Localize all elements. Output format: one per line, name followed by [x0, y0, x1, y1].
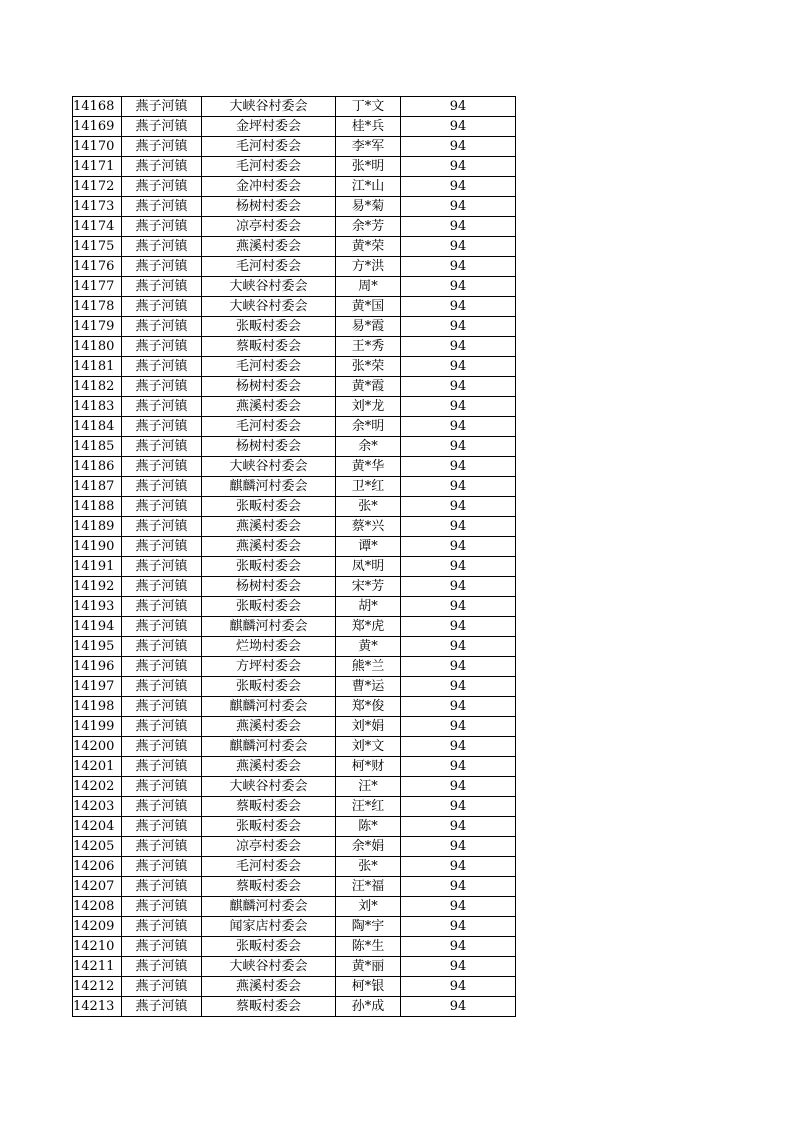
row-number-cell: 14168	[73, 97, 122, 117]
score-cell: 94	[401, 877, 516, 897]
score-cell: 94	[401, 97, 516, 117]
town-cell: 燕子河镇	[122, 517, 202, 537]
village-cell: 大峡谷村委会	[202, 97, 336, 117]
village-cell: 凉亭村委会	[202, 217, 336, 237]
town-cell: 燕子河镇	[122, 217, 202, 237]
row-number-cell: 14178	[73, 297, 122, 317]
village-cell: 闻家店村委会	[202, 917, 336, 937]
person-name-cell: 孙*成	[336, 997, 401, 1017]
row-number-cell: 14185	[73, 437, 122, 457]
table-row	[73, 597, 516, 617]
table-row	[73, 117, 516, 137]
table-row	[73, 937, 516, 957]
row-number-cell: 14204	[73, 817, 122, 837]
table-row	[73, 257, 516, 277]
town-cell: 燕子河镇	[122, 557, 202, 577]
row-number-cell: 14206	[73, 857, 122, 877]
village-cell: 麒麟河村委会	[202, 697, 336, 717]
town-cell: 燕子河镇	[122, 177, 202, 197]
row-number-cell: 14177	[73, 277, 122, 297]
row-number-cell: 14203	[73, 797, 122, 817]
score-cell: 94	[401, 137, 516, 157]
village-cell: 大峡谷村委会	[202, 297, 336, 317]
table-row	[73, 197, 516, 217]
row-number-cell: 14180	[73, 337, 122, 357]
village-cell: 毛河村委会	[202, 417, 336, 437]
score-cell: 94	[401, 757, 516, 777]
table-row	[73, 237, 516, 257]
person-name-cell: 刘*龙	[336, 397, 401, 417]
score-cell: 94	[401, 477, 516, 497]
score-cell: 94	[401, 677, 516, 697]
score-cell: 94	[401, 357, 516, 377]
village-cell: 杨树村委会	[202, 377, 336, 397]
person-name-cell: 李*军	[336, 137, 401, 157]
row-number-cell: 14184	[73, 417, 122, 437]
row-number-cell: 14193	[73, 597, 122, 617]
score-cell: 94	[401, 497, 516, 517]
village-cell: 麒麟河村委会	[202, 737, 336, 757]
table-row	[73, 817, 516, 837]
roster-body	[73, 97, 516, 1017]
town-cell: 燕子河镇	[122, 717, 202, 737]
village-cell: 杨树村委会	[202, 437, 336, 457]
village-cell: 大峡谷村委会	[202, 777, 336, 797]
village-cell: 张畈村委会	[202, 677, 336, 697]
table-row	[73, 957, 516, 977]
score-cell: 94	[401, 277, 516, 297]
village-cell: 张畈村委会	[202, 317, 336, 337]
person-name-cell: 丁*文	[336, 97, 401, 117]
village-cell: 燕溪村委会	[202, 397, 336, 417]
score-cell: 94	[401, 857, 516, 877]
row-number-cell: 14183	[73, 397, 122, 417]
village-cell: 燕溪村委会	[202, 977, 336, 997]
town-cell: 燕子河镇	[122, 157, 202, 177]
table-row	[73, 97, 516, 117]
table-row	[73, 977, 516, 997]
village-cell: 大峡谷村委会	[202, 277, 336, 297]
score-cell: 94	[401, 257, 516, 277]
table-row	[73, 417, 516, 437]
person-name-cell: 余*明	[336, 417, 401, 437]
score-cell: 94	[401, 337, 516, 357]
score-cell: 94	[401, 377, 516, 397]
village-cell: 蔡畈村委会	[202, 797, 336, 817]
town-cell: 燕子河镇	[122, 357, 202, 377]
table-row	[73, 157, 516, 177]
town-cell: 燕子河镇	[122, 117, 202, 137]
table-row	[73, 457, 516, 477]
person-name-cell: 熊*兰	[336, 657, 401, 677]
score-cell: 94	[401, 617, 516, 637]
person-name-cell: 凤*明	[336, 557, 401, 577]
row-number-cell: 14212	[73, 977, 122, 997]
village-cell: 毛河村委会	[202, 157, 336, 177]
score-cell: 94	[401, 517, 516, 537]
village-cell: 毛河村委会	[202, 257, 336, 277]
person-name-cell: 黄*国	[336, 297, 401, 317]
score-cell: 94	[401, 777, 516, 797]
person-name-cell: 方*洪	[336, 257, 401, 277]
town-cell: 燕子河镇	[122, 817, 202, 837]
village-cell: 张畈村委会	[202, 937, 336, 957]
score-cell: 94	[401, 977, 516, 997]
person-name-cell: 郑*虎	[336, 617, 401, 637]
table-row	[73, 377, 516, 397]
village-cell: 麒麟河村委会	[202, 617, 336, 637]
town-cell: 燕子河镇	[122, 137, 202, 157]
town-cell: 燕子河镇	[122, 797, 202, 817]
score-cell: 94	[401, 117, 516, 137]
person-name-cell: 汪*红	[336, 797, 401, 817]
person-name-cell: 黄*荣	[336, 237, 401, 257]
village-cell: 金坪村委会	[202, 117, 336, 137]
person-name-cell: 刘*	[336, 897, 401, 917]
table-row	[73, 917, 516, 937]
table-row	[73, 797, 516, 817]
score-cell: 94	[401, 637, 516, 657]
row-number-cell: 14190	[73, 537, 122, 557]
person-name-cell: 蔡*兴	[336, 517, 401, 537]
person-name-cell: 卫*红	[336, 477, 401, 497]
score-cell: 94	[401, 237, 516, 257]
table-row	[73, 357, 516, 377]
row-number-cell: 14175	[73, 237, 122, 257]
person-name-cell: 江*山	[336, 177, 401, 197]
row-number-cell: 14173	[73, 197, 122, 217]
score-cell: 94	[401, 417, 516, 437]
town-cell: 燕子河镇	[122, 597, 202, 617]
town-cell: 燕子河镇	[122, 337, 202, 357]
person-name-cell: 柯*银	[336, 977, 401, 997]
town-cell: 燕子河镇	[122, 917, 202, 937]
town-cell: 燕子河镇	[122, 277, 202, 297]
person-name-cell: 胡*	[336, 597, 401, 617]
row-number-cell: 14199	[73, 717, 122, 737]
person-name-cell: 王*秀	[336, 337, 401, 357]
town-cell: 燕子河镇	[122, 897, 202, 917]
town-cell: 燕子河镇	[122, 437, 202, 457]
score-cell: 94	[401, 797, 516, 817]
row-number-cell: 14170	[73, 137, 122, 157]
table-row	[73, 517, 516, 537]
town-cell: 燕子河镇	[122, 497, 202, 517]
town-cell: 燕子河镇	[122, 417, 202, 437]
village-cell: 张畈村委会	[202, 557, 336, 577]
row-number-cell: 14179	[73, 317, 122, 337]
table-row	[73, 477, 516, 497]
town-cell: 燕子河镇	[122, 377, 202, 397]
town-cell: 燕子河镇	[122, 537, 202, 557]
town-cell: 燕子河镇	[122, 317, 202, 337]
table-row	[73, 897, 516, 917]
score-cell: 94	[401, 397, 516, 417]
table-row	[73, 757, 516, 777]
row-number-cell: 14182	[73, 377, 122, 397]
person-name-cell: 余*芳	[336, 217, 401, 237]
row-number-cell: 14198	[73, 697, 122, 717]
person-name-cell: 曹*运	[336, 677, 401, 697]
row-number-cell: 14207	[73, 877, 122, 897]
table-row	[73, 317, 516, 337]
town-cell: 燕子河镇	[122, 857, 202, 877]
village-cell: 张畈村委会	[202, 597, 336, 617]
village-cell: 燕溪村委会	[202, 537, 336, 557]
table-row	[73, 497, 516, 517]
village-cell: 凉亭村委会	[202, 837, 336, 857]
row-number-cell: 14205	[73, 837, 122, 857]
table-row	[73, 217, 516, 237]
table-row	[73, 397, 516, 417]
score-cell: 94	[401, 317, 516, 337]
town-cell: 燕子河镇	[122, 957, 202, 977]
table-row	[73, 737, 516, 757]
roster-table	[72, 96, 516, 1017]
village-cell: 麒麟河村委会	[202, 477, 336, 497]
table-row	[73, 437, 516, 457]
town-cell: 燕子河镇	[122, 577, 202, 597]
table-row	[73, 297, 516, 317]
score-cell: 94	[401, 997, 516, 1017]
row-number-cell: 14208	[73, 897, 122, 917]
person-name-cell: 黄*	[336, 637, 401, 657]
row-number-cell: 14172	[73, 177, 122, 197]
person-name-cell: 汪*	[336, 777, 401, 797]
score-cell: 94	[401, 957, 516, 977]
town-cell: 燕子河镇	[122, 877, 202, 897]
row-number-cell: 14211	[73, 957, 122, 977]
row-number-cell: 14191	[73, 557, 122, 577]
person-name-cell: 陈*生	[336, 937, 401, 957]
score-cell: 94	[401, 597, 516, 617]
person-name-cell: 陈*	[336, 817, 401, 837]
table-row	[73, 837, 516, 857]
row-number-cell: 14169	[73, 117, 122, 137]
village-cell: 燕溪村委会	[202, 237, 336, 257]
person-name-cell: 张*荣	[336, 357, 401, 377]
row-number-cell: 14176	[73, 257, 122, 277]
row-number-cell: 14174	[73, 217, 122, 237]
row-number-cell: 14194	[73, 617, 122, 637]
row-number-cell: 14171	[73, 157, 122, 177]
person-name-cell: 易*菊	[336, 197, 401, 217]
row-number-cell: 14188	[73, 497, 122, 517]
row-number-cell: 14197	[73, 677, 122, 697]
person-name-cell: 易*霞	[336, 317, 401, 337]
table-row	[73, 557, 516, 577]
score-cell: 94	[401, 297, 516, 317]
table-row	[73, 697, 516, 717]
row-number-cell: 14200	[73, 737, 122, 757]
table-row	[73, 537, 516, 557]
person-name-cell: 黄*丽	[336, 957, 401, 977]
village-cell: 燕溪村委会	[202, 717, 336, 737]
table-row	[73, 677, 516, 697]
row-number-cell: 14187	[73, 477, 122, 497]
person-name-cell: 宋*芳	[336, 577, 401, 597]
village-cell: 燕溪村委会	[202, 517, 336, 537]
town-cell: 燕子河镇	[122, 997, 202, 1017]
row-number-cell: 14181	[73, 357, 122, 377]
village-cell: 蔡畈村委会	[202, 997, 336, 1017]
town-cell: 燕子河镇	[122, 777, 202, 797]
row-number-cell: 14213	[73, 997, 122, 1017]
village-cell: 蔡畈村委会	[202, 337, 336, 357]
person-name-cell: 柯*财	[336, 757, 401, 777]
person-name-cell: 张*	[336, 497, 401, 517]
person-name-cell: 桂*兵	[336, 117, 401, 137]
table-row	[73, 997, 516, 1017]
table-row	[73, 857, 516, 877]
person-name-cell: 陶*宇	[336, 917, 401, 937]
score-cell: 94	[401, 537, 516, 557]
town-cell: 燕子河镇	[122, 637, 202, 657]
table-row	[73, 617, 516, 637]
person-name-cell: 郑*俊	[336, 697, 401, 717]
score-cell: 94	[401, 577, 516, 597]
row-number-cell: 14192	[73, 577, 122, 597]
town-cell: 燕子河镇	[122, 97, 202, 117]
town-cell: 燕子河镇	[122, 297, 202, 317]
row-number-cell: 14196	[73, 657, 122, 677]
person-name-cell: 余*娟	[336, 837, 401, 857]
score-cell: 94	[401, 697, 516, 717]
village-cell: 蔡畈村委会	[202, 877, 336, 897]
score-cell: 94	[401, 157, 516, 177]
score-cell: 94	[401, 217, 516, 237]
town-cell: 燕子河镇	[122, 657, 202, 677]
row-number-cell: 14195	[73, 637, 122, 657]
row-number-cell: 14201	[73, 757, 122, 777]
town-cell: 燕子河镇	[122, 237, 202, 257]
town-cell: 燕子河镇	[122, 837, 202, 857]
row-number-cell: 14210	[73, 937, 122, 957]
village-cell: 杨树村委会	[202, 577, 336, 597]
person-name-cell: 黄*霞	[336, 377, 401, 397]
village-cell: 方坪村委会	[202, 657, 336, 677]
score-cell: 94	[401, 897, 516, 917]
village-cell: 杨树村委会	[202, 197, 336, 217]
town-cell: 燕子河镇	[122, 977, 202, 997]
village-cell: 张畈村委会	[202, 817, 336, 837]
village-cell: 毛河村委会	[202, 357, 336, 377]
town-cell: 燕子河镇	[122, 617, 202, 637]
town-cell: 燕子河镇	[122, 457, 202, 477]
town-cell: 燕子河镇	[122, 197, 202, 217]
village-cell: 烂坳村委会	[202, 637, 336, 657]
score-cell: 94	[401, 737, 516, 757]
village-cell: 大峡谷村委会	[202, 957, 336, 977]
person-name-cell: 余*	[336, 437, 401, 457]
person-name-cell: 周*	[336, 277, 401, 297]
row-number-cell: 14189	[73, 517, 122, 537]
person-name-cell: 黄*华	[336, 457, 401, 477]
score-cell: 94	[401, 177, 516, 197]
person-name-cell: 张*明	[336, 157, 401, 177]
village-cell: 金冲村委会	[202, 177, 336, 197]
row-number-cell: 14209	[73, 917, 122, 937]
score-cell: 94	[401, 557, 516, 577]
table-row	[73, 877, 516, 897]
person-name-cell: 张*	[336, 857, 401, 877]
score-cell: 94	[401, 817, 516, 837]
person-name-cell: 刘*文	[336, 737, 401, 757]
town-cell: 燕子河镇	[122, 477, 202, 497]
score-cell: 94	[401, 837, 516, 857]
table-row	[73, 577, 516, 597]
table-row	[73, 137, 516, 157]
table-row	[73, 657, 516, 677]
village-cell: 大峡谷村委会	[202, 457, 336, 477]
village-cell: 燕溪村委会	[202, 757, 336, 777]
score-cell: 94	[401, 917, 516, 937]
village-cell: 毛河村委会	[202, 857, 336, 877]
table-row	[73, 777, 516, 797]
table-row	[73, 637, 516, 657]
town-cell: 燕子河镇	[122, 937, 202, 957]
score-cell: 94	[401, 457, 516, 477]
table-row	[73, 717, 516, 737]
score-cell: 94	[401, 657, 516, 677]
village-cell: 毛河村委会	[202, 137, 336, 157]
town-cell: 燕子河镇	[122, 737, 202, 757]
table-row	[73, 177, 516, 197]
score-cell: 94	[401, 197, 516, 217]
table-row	[73, 277, 516, 297]
town-cell: 燕子河镇	[122, 677, 202, 697]
person-name-cell: 谭*	[336, 537, 401, 557]
score-cell: 94	[401, 937, 516, 957]
score-cell: 94	[401, 717, 516, 737]
town-cell: 燕子河镇	[122, 397, 202, 417]
person-name-cell: 汪*福	[336, 877, 401, 897]
person-name-cell: 刘*娟	[336, 717, 401, 737]
row-number-cell: 14202	[73, 777, 122, 797]
row-number-cell: 14186	[73, 457, 122, 477]
table-row	[73, 337, 516, 357]
score-cell: 94	[401, 437, 516, 457]
town-cell: 燕子河镇	[122, 757, 202, 777]
town-cell: 燕子河镇	[122, 697, 202, 717]
town-cell: 燕子河镇	[122, 257, 202, 277]
village-cell: 张畈村委会	[202, 497, 336, 517]
village-cell: 麒麟河村委会	[202, 897, 336, 917]
